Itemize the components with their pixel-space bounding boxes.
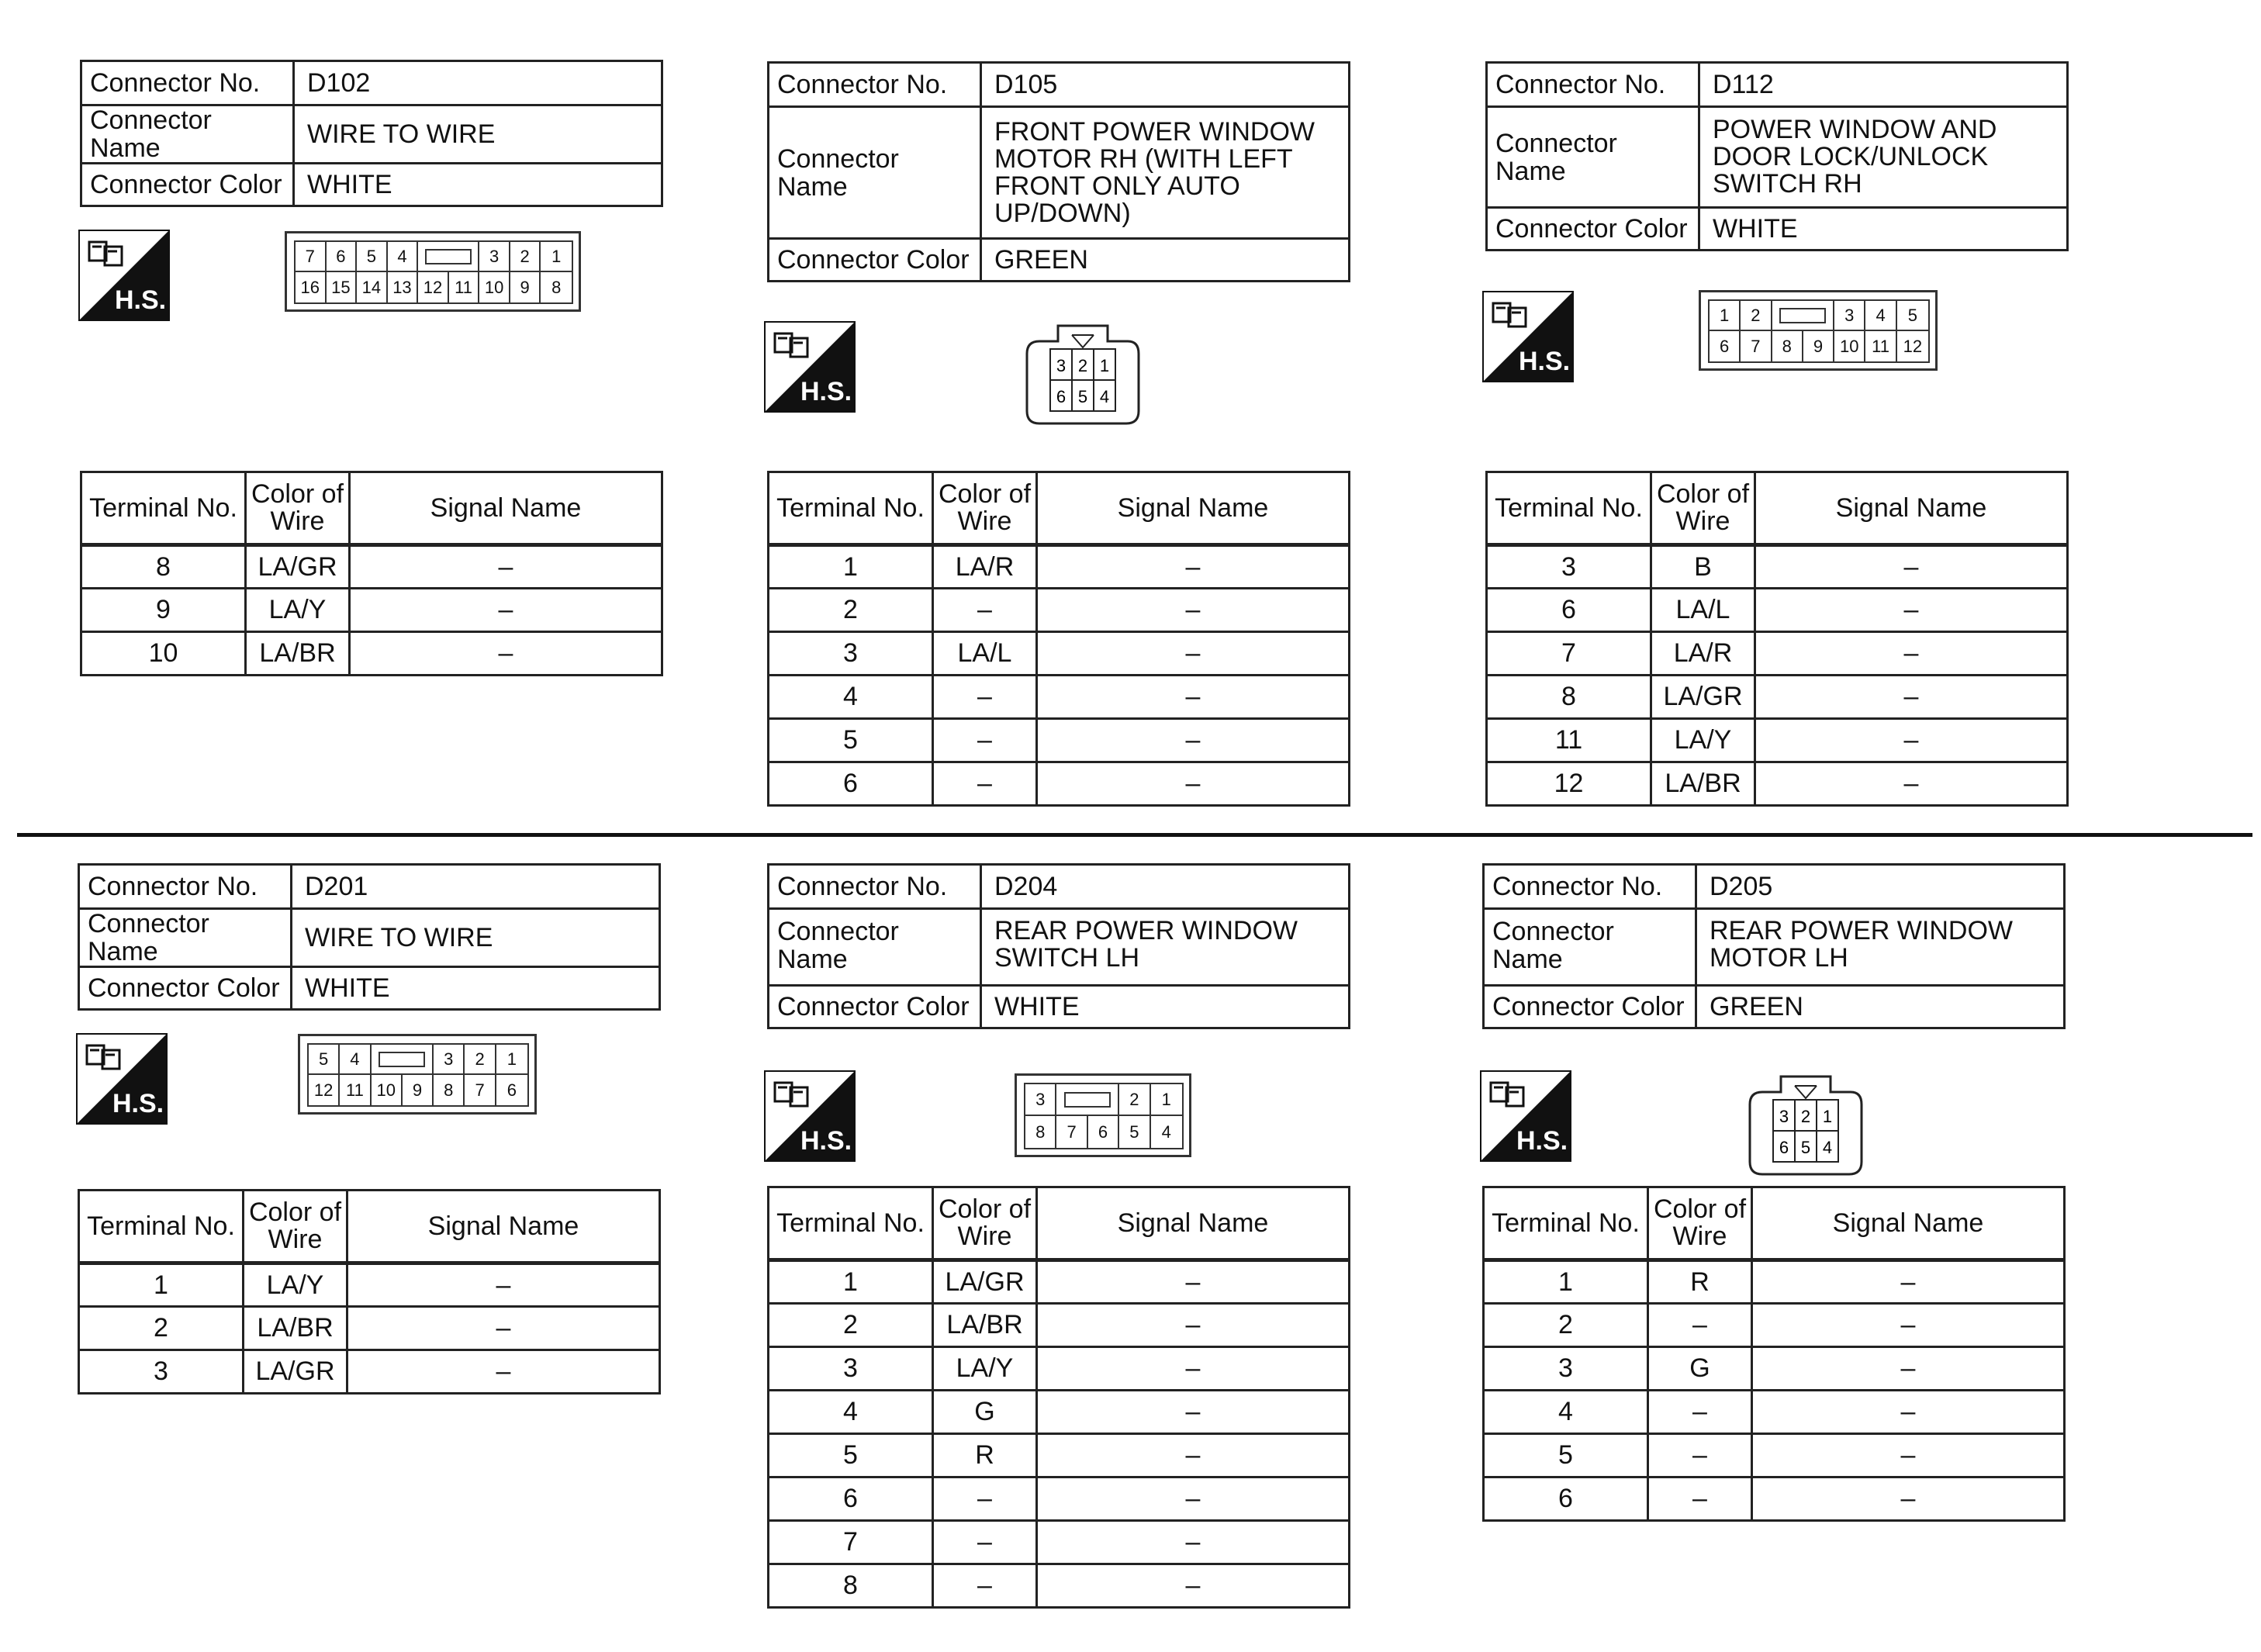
pin: 4: [1099, 387, 1110, 406]
wire-color: LA/Y: [1651, 719, 1755, 762]
signal-name: –: [347, 1350, 660, 1394]
signal-name: –: [1037, 676, 1350, 719]
pin: 2: [1119, 1084, 1150, 1116]
terminal-no: 5: [1484, 1434, 1648, 1477]
label-connector-no: Connector No.: [769, 865, 981, 909]
wire-color: B: [1651, 545, 1755, 589]
pin: 7: [1741, 331, 1772, 361]
pin: 4: [1822, 1138, 1833, 1157]
terminal-table-d201: [78, 1189, 661, 1395]
signal-name: –: [1752, 1391, 2065, 1434]
pin: 10: [372, 1075, 403, 1105]
hs-label: H.S.: [112, 1089, 164, 1118]
terminal-no-header: Terminal No.: [1484, 1187, 1648, 1260]
connector-color: WHITE: [981, 986, 1350, 1028]
wire-color: R: [1648, 1260, 1752, 1304]
harness-side-icon: [78, 230, 170, 321]
connector-name: FRONT POWER WINDOW MOTOR RH (WITH LEFT FRONT ONLY AUTO UP/DOWN): [981, 107, 1350, 239]
connector-no: D105: [981, 63, 1350, 107]
terminal-no-header: Terminal No.: [81, 472, 246, 545]
wire-color: LA/Y: [933, 1347, 1037, 1391]
terminal-no: 4: [769, 676, 933, 719]
signal-name: –: [1037, 1260, 1350, 1304]
pin: 8: [1772, 331, 1803, 361]
section-divider: [17, 833, 2252, 837]
wire-color: LA/BR: [246, 632, 350, 676]
signal-name: –: [1752, 1260, 2065, 1304]
terminal-no: 1: [79, 1263, 244, 1307]
wire-color-header: Color of Wire: [1648, 1187, 1752, 1260]
connector-header-d205: [1482, 863, 2066, 1029]
pin: 1: [541, 242, 572, 272]
pin: 9: [1803, 331, 1834, 361]
signal-name-header: Signal Name: [1752, 1187, 2065, 1260]
wire-color: R: [933, 1434, 1037, 1477]
terminal-no: 6: [1484, 1477, 1648, 1521]
harness-side-icon: [764, 321, 856, 413]
wire-color: –: [1648, 1304, 1752, 1347]
terminal-no: 2: [769, 1304, 933, 1347]
pin: 5: [309, 1045, 340, 1075]
signal-name: –: [1037, 1477, 1350, 1521]
terminal-no: 2: [79, 1307, 244, 1350]
wire-color-header: Color of Wire: [1651, 472, 1755, 545]
signal-name: –: [1755, 589, 2068, 632]
terminal-no: 1: [769, 545, 933, 589]
terminal-no: 4: [1484, 1391, 1648, 1434]
signal-name: –: [1037, 762, 1350, 806]
connector-color: WHITE: [1699, 208, 2068, 251]
pin: 11: [449, 272, 480, 302]
terminal-no: 11: [1487, 719, 1651, 762]
connector-name: REAR POWER WINDOW SWITCH LH: [981, 909, 1350, 986]
pin: 2: [510, 242, 541, 272]
terminal-no: 10: [81, 632, 246, 676]
terminal-no: 7: [769, 1521, 933, 1564]
pin: 14: [357, 272, 388, 302]
connector-color: WHITE: [294, 164, 662, 206]
wire-color: LA/Y: [246, 589, 350, 632]
connector-face-d102: [285, 231, 581, 312]
label-connector-name: Connector Name: [769, 107, 981, 239]
signal-name-header: Signal Name: [347, 1191, 660, 1263]
pin: 16: [296, 272, 327, 302]
pin: 6: [1088, 1116, 1119, 1148]
signal-name: –: [1037, 1434, 1350, 1477]
signal-name: –: [1037, 545, 1350, 589]
terminal-no: 2: [1484, 1304, 1648, 1347]
hs-label: H.S.: [800, 377, 852, 406]
connector-lock: [1056, 1084, 1119, 1116]
pin: 3: [1834, 301, 1865, 331]
signal-name: –: [1037, 1391, 1350, 1434]
hs-label: H.S.: [1518, 347, 1571, 376]
connector-face-d112: [1699, 290, 1938, 371]
wire-color-header: Color of Wire: [933, 472, 1037, 545]
connector-color: GREEN: [1696, 986, 2065, 1028]
wire-color: –: [933, 1477, 1037, 1521]
signal-name: –: [1037, 1564, 1350, 1608]
pin: 4: [1161, 1121, 1171, 1142]
wire-color: LA/R: [1651, 632, 1755, 676]
signal-name: –: [1037, 719, 1350, 762]
signal-name-header: Signal Name: [350, 472, 662, 545]
signal-name: –: [1037, 589, 1350, 632]
pin: 8: [551, 277, 562, 297]
signal-name: –: [1037, 1521, 1350, 1564]
pin: 13: [388, 272, 419, 302]
terminal-table-d105: [767, 471, 1350, 807]
terminal-no: 4: [769, 1391, 933, 1434]
signal-name: –: [1752, 1304, 2065, 1347]
label-connector-name: Connector Name: [769, 909, 981, 986]
terminal-no: 8: [1487, 676, 1651, 719]
signal-name: –: [1752, 1347, 2065, 1391]
label-connector-no: Connector No.: [81, 61, 294, 105]
wire-color: –: [933, 676, 1037, 719]
pin: 6: [1056, 387, 1067, 406]
terminal-no: 2: [769, 589, 933, 632]
wire-color: G: [1648, 1347, 1752, 1391]
connector-name: POWER WINDOW AND DOOR LOCK/UNLOCK SWITCH RH: [1699, 107, 2068, 208]
signal-name: –: [1752, 1434, 2065, 1477]
signal-name: –: [1755, 676, 2068, 719]
wire-color: LA/GR: [244, 1350, 347, 1394]
pin: 1: [1099, 356, 1110, 375]
label-connector-name: Connector Name: [79, 909, 292, 967]
label-connector-no: Connector No.: [1487, 63, 1699, 107]
signal-name: –: [347, 1307, 660, 1350]
pin: 6: [506, 1080, 517, 1100]
terminal-no: 8: [769, 1564, 933, 1608]
pin: 3: [1056, 356, 1067, 375]
terminal-no: 3: [1487, 545, 1651, 589]
pin: 12: [418, 272, 449, 302]
signal-name: –: [350, 545, 662, 589]
connector-header-d102: [80, 60, 663, 207]
terminal-no: 3: [1484, 1347, 1648, 1391]
terminal-no: 8: [81, 545, 246, 589]
pin: 12: [1903, 336, 1923, 356]
pin: 5: [1897, 301, 1928, 331]
terminal-no-header: Terminal No.: [79, 1191, 244, 1263]
connector-header-d112: [1485, 61, 2069, 251]
terminal-table-d205: [1482, 1186, 2066, 1522]
wire-color: LA/L: [1651, 589, 1755, 632]
wire-color: LA/BR: [933, 1304, 1037, 1347]
connector-header-d201: [78, 863, 661, 1011]
label-connector-color: Connector Color: [769, 239, 981, 282]
signal-name: –: [1037, 1304, 1350, 1347]
terminal-no: 1: [769, 1260, 933, 1304]
connector-face-d201: [298, 1034, 537, 1115]
wire-color: –: [1648, 1434, 1752, 1477]
signal-name: –: [350, 589, 662, 632]
pin: 1: [496, 1045, 527, 1075]
pin: 11: [1865, 331, 1896, 361]
label-connector-no: Connector No.: [769, 63, 981, 107]
wire-color: –: [933, 589, 1037, 632]
wire-color-header: Color of Wire: [933, 1187, 1037, 1260]
wire-color: LA/GR: [246, 545, 350, 589]
label-connector-no: Connector No.: [79, 865, 292, 909]
pin: 2: [465, 1045, 496, 1075]
harness-side-icon: [76, 1033, 168, 1125]
pin: 2: [1741, 301, 1772, 331]
signal-name-header: Signal Name: [1037, 1187, 1350, 1260]
terminal-no: 7: [1487, 632, 1651, 676]
connector-face-d205: [1748, 1072, 1863, 1176]
terminal-no-header: Terminal No.: [769, 472, 933, 545]
connector-no: D201: [292, 865, 660, 909]
wire-color: LA/BR: [1651, 762, 1755, 806]
hs-label: H.S.: [114, 285, 167, 315]
label-connector-color: Connector Color: [81, 164, 294, 206]
signal-name: –: [1755, 632, 2068, 676]
harness-side-icon: [1482, 291, 1574, 382]
wire-color: LA/R: [933, 545, 1037, 589]
pin: 12: [309, 1075, 340, 1105]
terminal-no: 3: [769, 1347, 933, 1391]
wire-color: LA/GR: [933, 1260, 1037, 1304]
wire-color-header: Color of Wire: [244, 1191, 347, 1263]
pin: 3: [434, 1045, 465, 1075]
terminal-no: 6: [769, 762, 933, 806]
connector-no: D112: [1699, 63, 2068, 107]
pin: 1: [1151, 1084, 1182, 1116]
wire-color: –: [933, 1521, 1037, 1564]
label-connector-color: Connector Color: [79, 967, 292, 1010]
hs-label: H.S.: [1516, 1126, 1568, 1156]
hs-label: H.S.: [800, 1126, 852, 1156]
connector-name: WIRE TO WIRE: [294, 105, 662, 164]
connector-lock: [372, 1045, 434, 1075]
pin: 5: [1119, 1116, 1150, 1148]
pin: 6: [327, 242, 358, 272]
wire-color: –: [1648, 1391, 1752, 1434]
wire-color: LA/L: [933, 632, 1037, 676]
wire-color: LA/GR: [1651, 676, 1755, 719]
terminal-no: 3: [769, 632, 933, 676]
pin: 6: [1779, 1138, 1789, 1157]
connector-no: D102: [294, 61, 662, 105]
terminal-no: 12: [1487, 762, 1651, 806]
signal-name: –: [1037, 1347, 1350, 1391]
signal-name: –: [1755, 719, 2068, 762]
signal-name: –: [350, 632, 662, 676]
wire-color: –: [933, 1564, 1037, 1608]
pin: 3: [1025, 1084, 1056, 1116]
connector-face-d204: [1015, 1073, 1191, 1157]
wire-color: LA/BR: [244, 1307, 347, 1350]
terminal-no: 6: [769, 1477, 933, 1521]
pin: 4: [1865, 301, 1896, 331]
connector-color: GREEN: [981, 239, 1350, 282]
label-connector-name: Connector Name: [1487, 107, 1699, 208]
pin: 11: [340, 1075, 371, 1105]
harness-side-icon: [764, 1070, 856, 1162]
pin: 7: [465, 1075, 496, 1105]
label-connector-no: Connector No.: [1484, 865, 1696, 909]
wire-color: LA/Y: [244, 1263, 347, 1307]
wire-color: G: [933, 1391, 1037, 1434]
connector-lock: [418, 242, 479, 272]
pin: 2: [1800, 1107, 1811, 1126]
signal-name: –: [1755, 545, 2068, 589]
connector-face-d105: [1025, 321, 1140, 425]
terminal-table-d112: [1485, 471, 2069, 807]
connector-header-d204: [767, 863, 1350, 1029]
terminal-no: 9: [81, 589, 246, 632]
terminal-table-d102: [80, 471, 663, 676]
pin: 15: [327, 272, 358, 302]
connector-header-d105: [767, 61, 1350, 282]
harness-side-icon: [1480, 1070, 1571, 1162]
connector-lock: [1772, 301, 1835, 331]
pin: 3: [1779, 1107, 1789, 1126]
terminal-no: 3: [79, 1350, 244, 1394]
wire-color: –: [933, 762, 1037, 806]
terminal-table-d204: [767, 1186, 1350, 1609]
connector-color: WHITE: [292, 967, 660, 1010]
pin: 5: [357, 242, 388, 272]
terminal-no-header: Terminal No.: [1487, 472, 1651, 545]
wire-color: –: [933, 719, 1037, 762]
connector-no: D204: [981, 865, 1350, 909]
label-connector-color: Connector Color: [769, 986, 981, 1028]
terminal-no: 5: [769, 719, 933, 762]
wire-color: –: [1648, 1477, 1752, 1521]
pin: 1: [1710, 301, 1741, 331]
signal-name-header: Signal Name: [1755, 472, 2068, 545]
terminal-no: 6: [1487, 589, 1651, 632]
pin: 4: [340, 1045, 371, 1075]
label-connector-color: Connector Color: [1484, 986, 1696, 1028]
pin: 8: [434, 1075, 465, 1105]
pin: 10: [1834, 331, 1865, 361]
pin: 10: [479, 272, 510, 302]
label-connector-name: Connector Name: [81, 105, 294, 164]
pin: 3: [479, 242, 510, 272]
pin: 7: [296, 242, 327, 272]
label-connector-name: Connector Name: [1484, 909, 1696, 986]
pin: 9: [510, 272, 541, 302]
pin: 2: [1077, 356, 1088, 375]
signal-name: –: [1755, 762, 2068, 806]
signal-name: –: [1752, 1477, 2065, 1521]
pin: 5: [1077, 387, 1088, 406]
wire-color-header: Color of Wire: [246, 472, 350, 545]
pin: 5: [1800, 1138, 1811, 1157]
pin: 4: [388, 242, 419, 272]
signal-name: –: [1037, 632, 1350, 676]
pin: 7: [1056, 1116, 1087, 1148]
terminal-no: 5: [769, 1434, 933, 1477]
pin: 6: [1710, 331, 1741, 361]
connector-name: WIRE TO WIRE: [292, 909, 660, 967]
pin: 8: [1025, 1116, 1056, 1148]
pin: 1: [1822, 1107, 1833, 1126]
terminal-no-header: Terminal No.: [769, 1187, 933, 1260]
signal-name: –: [347, 1263, 660, 1307]
connector-no: D205: [1696, 865, 2065, 909]
signal-name-header: Signal Name: [1037, 472, 1350, 545]
pin: 9: [403, 1075, 434, 1105]
connector-name: REAR POWER WINDOW MOTOR LH: [1696, 909, 2065, 986]
terminal-no: 1: [1484, 1260, 1648, 1304]
label-connector-color: Connector Color: [1487, 208, 1699, 251]
